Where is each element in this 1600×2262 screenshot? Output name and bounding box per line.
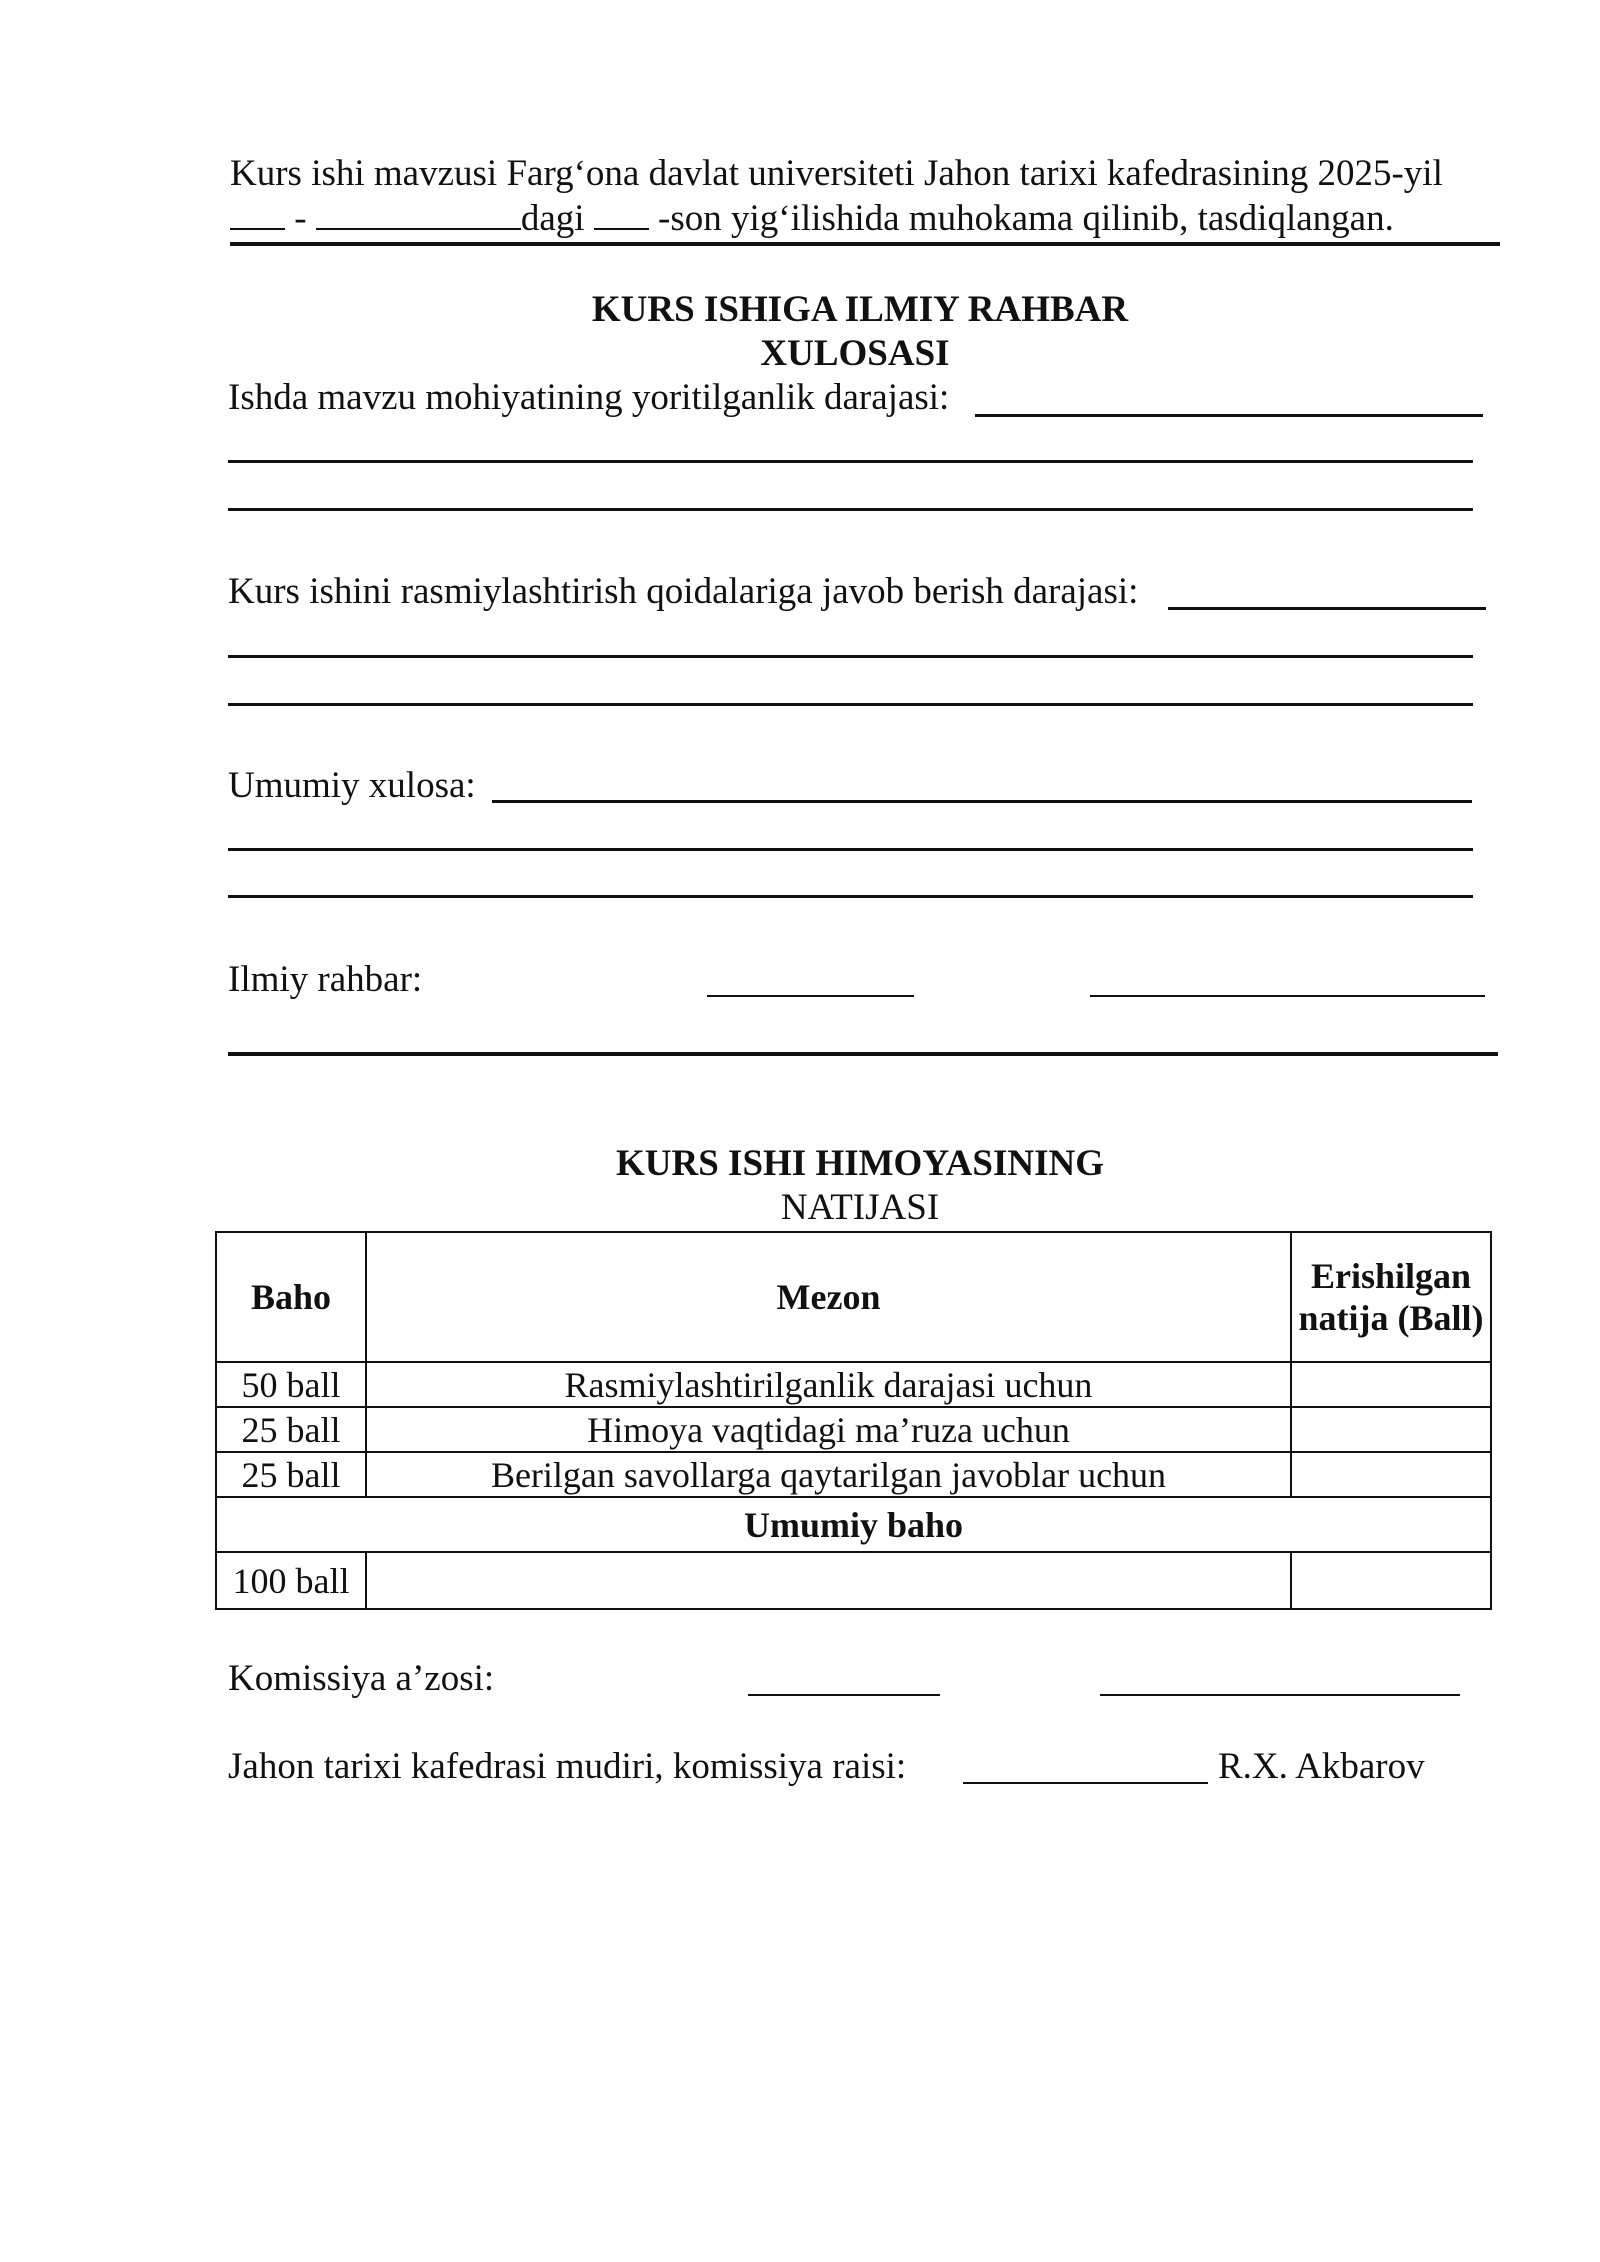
commission-member-name-line[interactable]: [1100, 1694, 1460, 1696]
header-result: Erishilgan natija (Ball): [1291, 1232, 1491, 1362]
commission-member-signature-line[interactable]: [748, 1694, 940, 1696]
intro-dash: -: [294, 198, 307, 239]
row-criterion: Rasmiylashtirilganlik darajasi uchun: [366, 1362, 1291, 1407]
intro-line-2: [230, 197, 1394, 241]
field-topic-coverage-label: Ishda mavzu mohiyatining yoritilganlik darajasi:: [228, 377, 950, 418]
total-result-cell[interactable]: [1291, 1552, 1491, 1609]
field-topic-coverage-line-3[interactable]: [228, 508, 1473, 511]
field-formatting-line-2[interactable]: [228, 655, 1473, 658]
row-result-cell[interactable]: [1291, 1452, 1491, 1497]
conclusion-title-line-1: KURS ISHIGA ILMIY RAHBAR: [591, 289, 1129, 330]
table-row: [216, 1452, 1491, 1497]
row-result-cell[interactable]: [1291, 1362, 1491, 1407]
table-row: [216, 1362, 1491, 1407]
row-grade: 25 ball: [216, 1407, 366, 1452]
supervisor-signature-line[interactable]: [707, 995, 914, 997]
row-grade: 50 ball: [216, 1362, 366, 1407]
results-table: [215, 1231, 1492, 1610]
chair-name: R.X. Akbarov: [1218, 1746, 1425, 1787]
conclusion-title-line-2: XULOSASI: [760, 333, 950, 374]
field-topic-coverage-input-line[interactable]: [975, 414, 1483, 417]
table-total-row: [216, 1552, 1491, 1609]
header-criterion: Mezon: [366, 1232, 1291, 1362]
total-label: Umumiy baho: [216, 1497, 1491, 1552]
total-criterion-cell[interactable]: [366, 1552, 1291, 1609]
intro-rest: -son yig‘ilishida muhokama qilinib, tasdiqlangan.: [658, 198, 1394, 239]
field-formatting-input-line[interactable]: [1168, 607, 1486, 610]
month-blank[interactable]: [316, 198, 521, 230]
field-general-conclusion-line-3[interactable]: [228, 895, 1473, 898]
commission-member-label: Komissiya a’zosi:: [228, 1658, 495, 1699]
field-general-conclusion-input-line[interactable]: [492, 800, 1472, 803]
supervisor-name-line[interactable]: [1090, 995, 1485, 997]
supervisor-section-divider: [228, 1052, 1498, 1056]
results-title-line-1: KURS ISHI HIMOYASINING: [616, 1143, 1104, 1184]
field-general-conclusion-label: Umumiy xulosa:: [228, 765, 476, 806]
row-result-cell[interactable]: [1291, 1407, 1491, 1452]
chair-signature-line[interactable]: [963, 1782, 1208, 1784]
row-criterion: Himoya vaqtidagi ma’ruza uchun: [366, 1407, 1291, 1452]
day-blank[interactable]: [230, 198, 285, 230]
results-title-line-2: NATIJASI: [780, 1187, 940, 1228]
field-formatting-line-3[interactable]: [228, 703, 1473, 706]
supervisor-label: Ilmiy rahbar:: [228, 959, 423, 1000]
row-criterion: Berilgan savollarga qaytarilgan javoblar uchun: [366, 1452, 1291, 1497]
chair-label: Jahon tarixi kafedrasi mudiri, komissiya raisi:: [228, 1746, 907, 1787]
protocol-number-blank[interactable]: [594, 198, 649, 230]
table-row: [216, 1407, 1491, 1452]
row-grade: 25 ball: [216, 1452, 366, 1497]
header-grade: Baho: [216, 1232, 366, 1362]
field-formatting-label: Kurs ishini rasmiylashtirish qoidalariga javob berish darajasi:: [228, 571, 1139, 612]
intro-dagi: dagi: [520, 198, 585, 239]
table-header-row: [216, 1232, 1491, 1362]
table-total-label-row: [216, 1497, 1491, 1552]
intro-line-1: Kurs ishi mavzusi Farg‘ona davlat universiteti Jahon tarixi kafedrasining 2025-yil: [230, 153, 1443, 194]
field-general-conclusion-line-2[interactable]: [228, 848, 1473, 851]
field-topic-coverage-line-2[interactable]: [228, 460, 1473, 463]
total-grade: 100 ball: [216, 1552, 366, 1609]
intro-underline: [230, 242, 1500, 246]
